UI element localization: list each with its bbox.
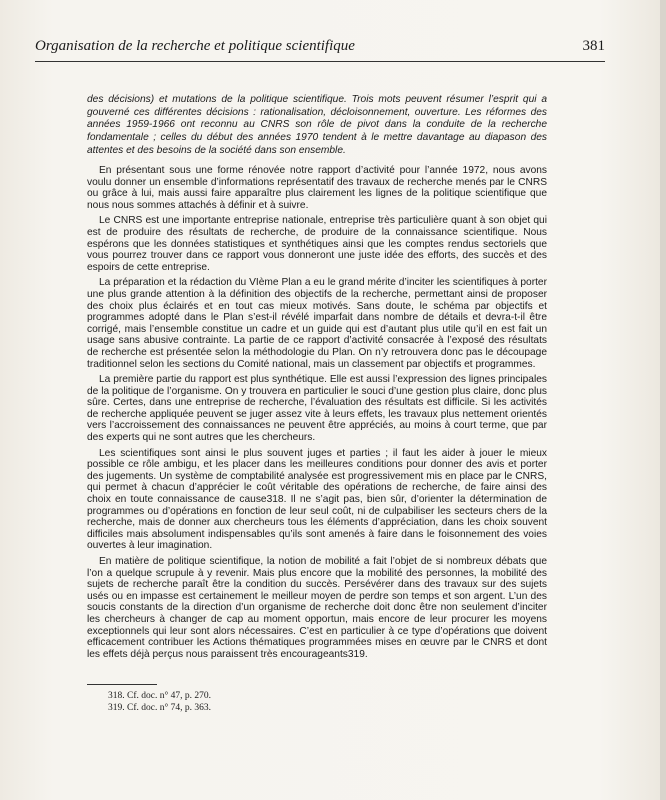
- footnote-rule: [87, 684, 157, 685]
- paragraph: La première partie du rapport est plus synthétique. Elle est aussi l’expression des lignes principales de la politique de l’organisme. On y trouvera en particulier le souci d’une gestion plus claire, donc plus sûre. Certes, dans une entreprise de recherche, l’évaluation des résultats est difficile. Si les activités de recherche appliquée peuvent se juger assez vite à leurs effets, les travaux plus nettement orientés vers l’accroissement des connaissances ne peuvent être appréciés, au moins à court terme, que par des experts qui ne sont autres que les chercheurs.: [87, 374, 547, 444]
- paragraph: Les scientifiques sont ainsi le plus souvent juges et parties ; il faut les aider à jouer le mieux possible ce rôle ambigu, et les placer dans les meilleures conditions pour donner des avis et porter des jugements. Un système de comptabilité analysée est progressivement mis en place par le CNRS, qui permet à chacun d’apprécier le coût véritable des opérations de recherche, de faire ainsi des choix en toute connaissance de cause318. Il ne s’agit pas, bien sûr, d’orienter la détermination de programmes ou d’opérations en fonction de leur seul coût, ni de culpabiliser les secteurs chers de la recherche, mais de donner aux chercheurs tous les éléments d’appréciation, dans les choix souvent difficiles mais absolument indispensables qu’ils sont amenés à faire dans le foisonnement des voies ouvertes à leur imagination.: [87, 447, 547, 552]
- paragraph: Le CNRS est une importante entreprise nationale, entreprise très particulière quant à son objet qui est de produire des résultats de recherche, de produire de la connaissance scientifique. Nous espérons que les données statistiques et synthétiques ainsi que les comptes rendus sectoriels que vous pourrez trouver dans ce rapport vous donneront une juste idée des efforts, des succès et des espoirs de cette entreprise.: [87, 215, 547, 273]
- footnote: 319. Cf. doc. n° 74, p. 363.: [108, 703, 212, 713]
- paragraph: En matière de politique scientifique, la notion de mobilité a fait l’objet de si nombreux débats que l’on a quelque scrupule à y revenir. Mais plus encore que la mobilité des personnes, la mobilité des sujets de recherche paraît être la condition du succès. Persévérer dans des travaux sur des sujets usés ou en impasse est certainement le meilleur moyen de perdre son temps et son argent. L’un des soucis constants de la direction d’un organisme de recherche doit donc être non seulement d’inciter les chercheurs à changer de cap au moment opportun, mais encore de leur procurer les moyens exceptionnels qui leur sont alors nécessaires. C’est en particulier à ce type d’opérations que doivent efficacement contribuer les Actions thématiques programmées mises en œuvre par le CNRS et dont les effets déjà perçus nous paraissent très encourageants319.: [87, 556, 547, 660]
- body-text: [87, 165, 547, 664]
- page-number: 381: [582, 38, 605, 54]
- paragraph: En présentant sous une forme rénovée notre rapport d’activité pour l’année 1972, nous avons voulu donner un ensemble d’informations représentatif des travaux de recherche menés par le CNRS ou grâce à lui, mais aussi faire apparaître plus clairement les lignes de la politique scientifique que nous nous sommes attachés à définir et à suivre.: [87, 165, 547, 211]
- header-title: Organisation de la recherche et politique scientifique: [35, 38, 355, 54]
- paragraph: La préparation et la rédaction du VIème Plan a eu le grand mérite d’inciter les scientifiques à porter une plus grande attention à la définition des objectifs de la recherche, permettant ainsi de proposer des choix plus éclairés et en tout cas mieux motivés. Sans doute, le schéma par objectifs et programmes adopté dans le Plan s’est-il révélé imparfait dans nombre de détails et devra-t-il être corrigé, mais l’ensemble constitue un cadre et un guide qui est d’autant plus utile qu’il en est fait un usage sans abusive contrainte. La partie de ce rapport d’activité consacrée à l’exposé des résultats de recherche est présentée selon la méthodologie du Plan. On n’y retrouvera donc pas le découpage traditionnel selon les sections du Comité national, mais un classement par objectifs et programmes.: [87, 277, 547, 370]
- header-rule: [35, 61, 605, 62]
- footnote: 318. Cf. doc. n° 47, p. 270.: [108, 691, 212, 701]
- intro-italic-paragraph: des décisions) et mutations de la politique scientifique. Trois mots peuvent résumer l’esprit qui a gouverné ces différentes décisions : rationalisation, décloisonnement, ouverture. Les réformes des années 1959-1966 ont reconnu au CNRS son rôle de pivot dans la conduite de la recherche fondamentale ; celles du début des années 1970 tendent à le mettre davantage au diapason des attentes et des besoins de la société dans son ensemble.: [87, 94, 547, 156]
- footnotes: [108, 690, 211, 714]
- page-edge-shadow: [660, 0, 666, 800]
